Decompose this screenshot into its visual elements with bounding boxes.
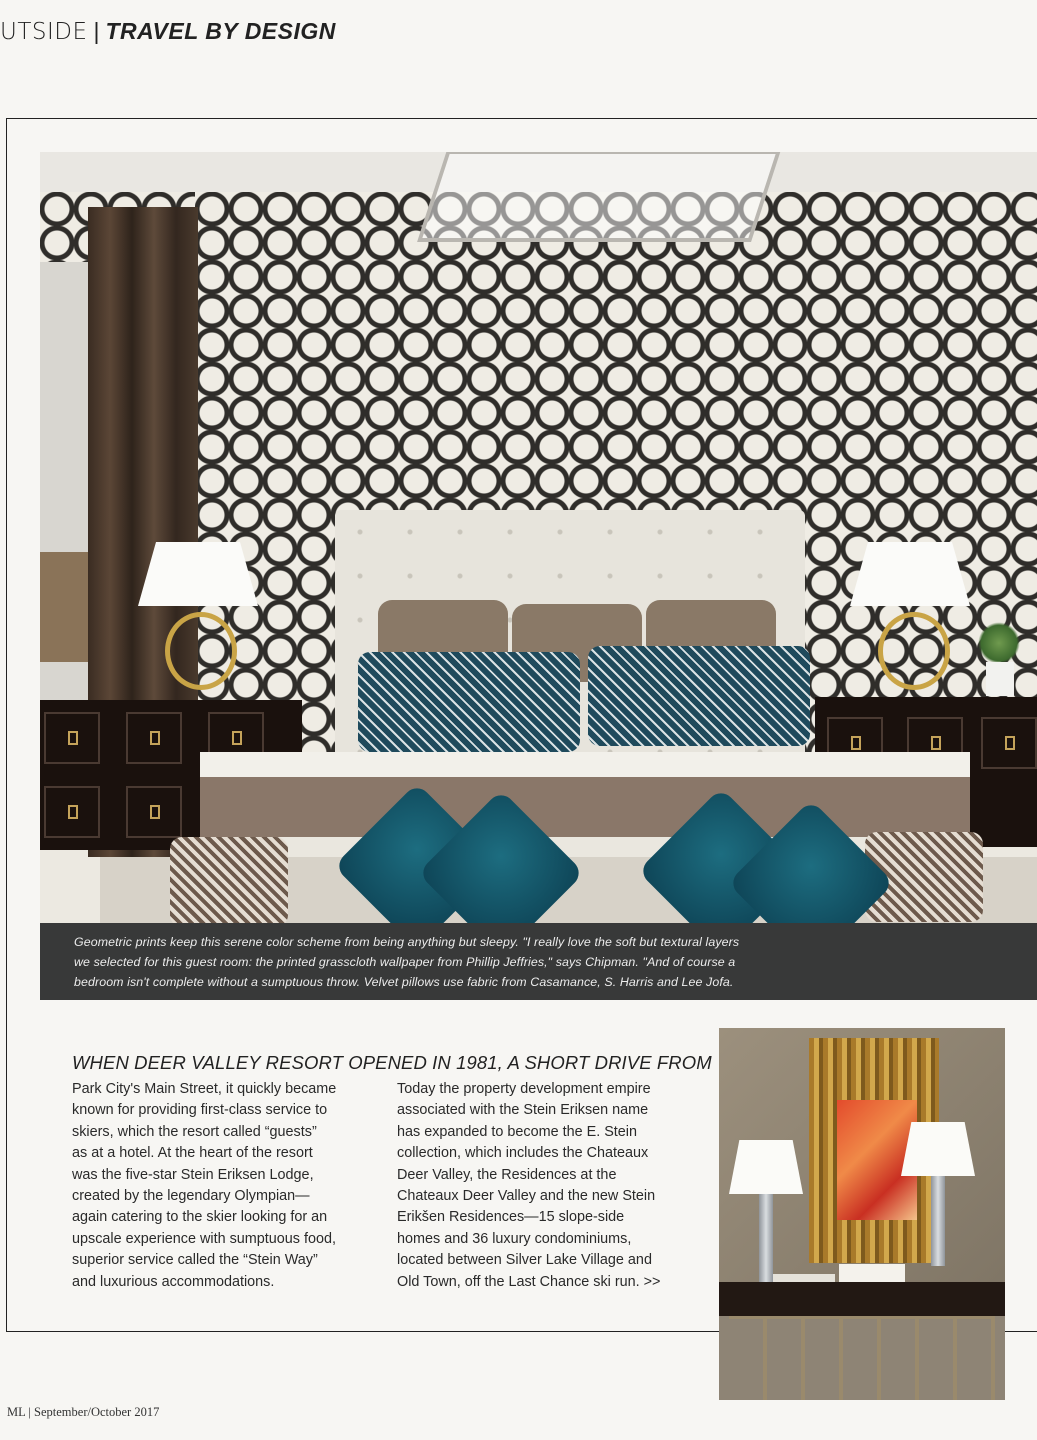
photo-caption — [74, 932, 814, 992]
body-line: was the five-star Stein Eriksen Lodge, — [72, 1166, 314, 1183]
drawer — [44, 786, 100, 838]
drawer-pull — [851, 736, 861, 750]
article-column-1 — [72, 1079, 372, 1293]
drawer — [44, 712, 100, 764]
lamp-base-right — [878, 612, 950, 690]
body-line: Park City's Main Street, it quickly became — [72, 1081, 337, 1097]
body-line: skiers, which the resort called “guests” — [72, 1123, 317, 1140]
window-stone-view — [40, 552, 90, 662]
caption-line: Geometric prints keep this serene color scheme from being anything but sleepy. "I really love the soft but textural layers — [74, 935, 740, 949]
body-line: located between Silver Lake Village and — [397, 1252, 652, 1269]
lamp-shade-left — [138, 542, 258, 606]
drawer-pull — [68, 805, 78, 819]
lamp-base — [931, 1176, 945, 1266]
drawer-pull — [150, 731, 160, 745]
article-column-2 — [397, 1079, 697, 1293]
bedroom-photo — [40, 152, 1037, 923]
drawer-pull — [232, 731, 242, 745]
console-photo — [719, 1028, 1005, 1400]
lamp-shade — [901, 1122, 975, 1176]
body-line: and luxurious accommodations. — [72, 1273, 275, 1290]
lamp-shade — [729, 1140, 803, 1194]
header-separator: | — [93, 18, 100, 44]
caption-line: we selected for this guest room: the printed grasscloth wallpaper from Phillip Jeffries," says Chipman. "And of course a — [74, 955, 736, 969]
body-line: Erikšen Residences—15 slope-side — [397, 1209, 625, 1226]
ceiling-light-fixture — [417, 152, 781, 242]
body-line: collection, which includes the Chateaux — [397, 1145, 649, 1162]
console-table — [719, 1282, 1005, 1316]
drawer — [981, 717, 1037, 769]
body-line: again catering to the skier looking for an — [72, 1209, 328, 1226]
body-line: upscale experience with sumptuous food, — [72, 1230, 336, 1247]
lamp-shade-right — [850, 542, 970, 606]
body-line: has expanded to become the E. Stein — [397, 1123, 638, 1140]
section-name: UTSIDE — [0, 19, 88, 45]
page-footer: ML | September/October 2017 — [7, 1405, 160, 1419]
drawer-pull — [931, 736, 941, 750]
lamp-base-left — [165, 612, 237, 690]
body-line: Today the property development empire — [397, 1081, 651, 1097]
orchid-plant — [978, 622, 1020, 664]
pillow-geometric-teal — [358, 652, 580, 752]
body-line: as at a hotel. At the heart of the resort — [72, 1145, 313, 1162]
pillow-striped — [170, 837, 288, 923]
body-line: known for providing first-class service to — [72, 1102, 328, 1119]
drawer — [126, 786, 182, 838]
lamp-base — [759, 1194, 773, 1284]
drawer-pull — [150, 805, 160, 819]
drawer-pull — [1005, 736, 1015, 750]
body-line: Old Town, off the Last Chance ski run. >> — [397, 1273, 661, 1290]
body-line: Deer Valley, the Residences at the — [397, 1166, 617, 1183]
pillow-geometric-teal — [588, 646, 810, 746]
series-title: TRAVEL BY DESIGN — [105, 18, 336, 44]
body-line: Chateaux Deer Valley and the new Stein — [397, 1188, 656, 1205]
section-header — [0, 18, 336, 50]
console-legs — [729, 1316, 995, 1400]
article-lede: WHEN DEER VALLEY RESORT OPENED IN 1981, A SHORT DRIVE FROM — [72, 1052, 712, 1073]
body-line: superior service called the “Stein Way” — [72, 1252, 318, 1269]
body-line: created by the legendary Olympian— — [72, 1188, 310, 1205]
plant-pot — [986, 662, 1014, 696]
caption-line: bedroom isn't complete without a sumptuous throw. Velvet pillows use fabric from Casamance, S. Harris and Lee Jofa. — [74, 975, 734, 989]
body-line: associated with the Stein Eriksen name — [397, 1102, 649, 1119]
drawer-pull — [68, 731, 78, 745]
drawer — [126, 712, 182, 764]
body-line: homes and 36 luxury condominiums, — [397, 1230, 632, 1247]
